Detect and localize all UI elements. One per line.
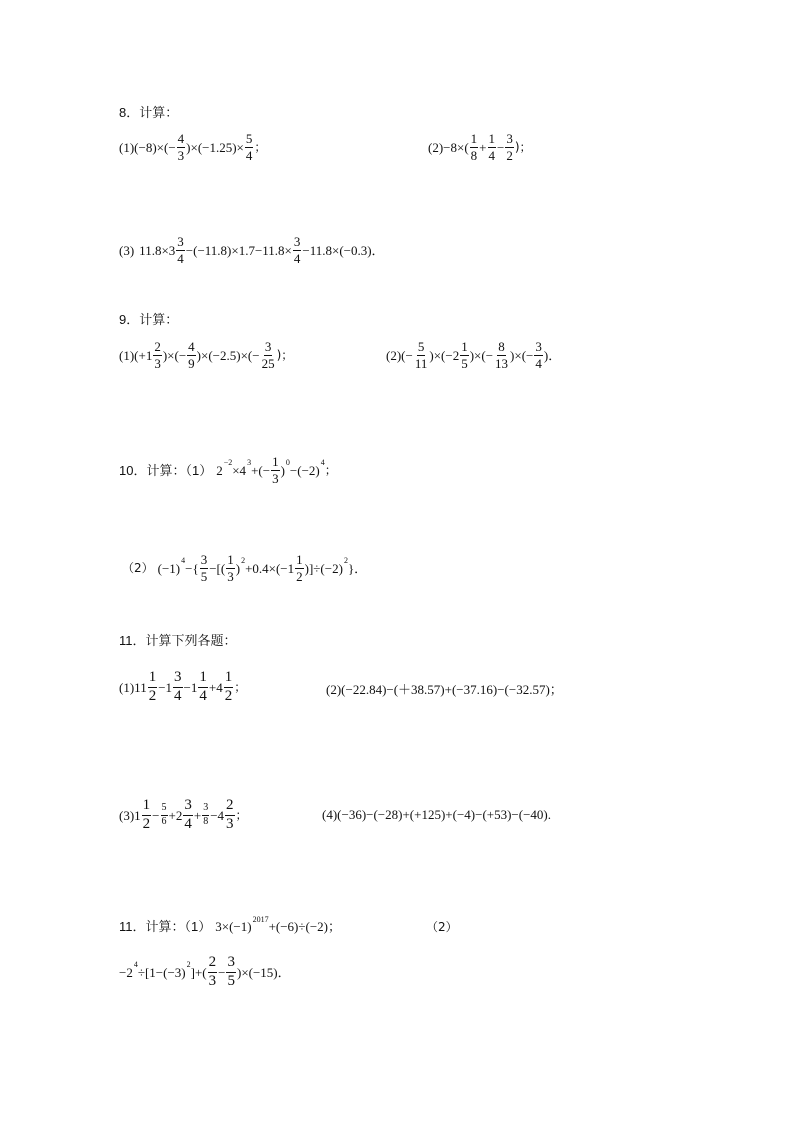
fraction: 2 3 — [154, 339, 161, 371]
part-label: (2) — [386, 347, 402, 363]
part-label: (1) — [119, 679, 135, 695]
part-label: (1) — [119, 347, 135, 363]
expr-text: (−1) — [157, 560, 181, 576]
fraction: 1 2 — [142, 797, 151, 832]
expr-text: −(−2) — [289, 462, 320, 478]
expr-text: 11.8×3 — [139, 242, 176, 258]
expr-text: 1 — [134, 807, 141, 823]
q10-title: 10．计算：（1） — [119, 462, 213, 478]
fraction: 1 2 — [296, 552, 303, 584]
exponent: 2 — [241, 556, 246, 566]
fraction: 1 8 — [470, 131, 478, 163]
expr-text: −1 — [183, 679, 198, 695]
fraction: 3 5 — [200, 552, 208, 584]
expr-text: ) — [280, 462, 285, 478]
q8-part3 — [119, 235, 385, 265]
fraction: $\frac{4}{3}$ — [177, 131, 185, 163]
expr-text: −8×( — [443, 139, 469, 155]
q10-part2 — [122, 553, 367, 583]
q11b-part2-label: （2） — [426, 920, 458, 934]
semicolon: ； — [254, 140, 267, 155]
exponent: 2017 — [252, 914, 269, 924]
fraction: 3 4 — [177, 234, 184, 266]
expr-text: +2 — [168, 807, 183, 823]
fraction: $\frac{5}{4}$ — [245, 131, 253, 163]
expr-text: −1 — [158, 679, 173, 695]
expr-text: ÷[1−(−3) — [137, 964, 186, 980]
expr-end: }． — [347, 560, 368, 576]
expr-end: )； — [514, 140, 532, 155]
fraction: 1 4 — [199, 669, 207, 704]
fraction: $\frac{3}{2}$ — [506, 131, 513, 163]
exponent: 0 — [285, 458, 290, 468]
semicolon: ； — [235, 808, 248, 823]
fraction: $\frac{1}{4}$ — [488, 131, 496, 163]
fraction: $\frac{5}{6}$ — [161, 802, 167, 827]
exponent: 4 — [181, 556, 186, 566]
exponent: 4 — [133, 960, 138, 970]
expr-text: 11 — [134, 679, 147, 695]
expr-text: +(− — [251, 462, 271, 478]
fraction: 2 3 — [226, 797, 234, 832]
expr-text: )×(−2 — [429, 347, 460, 363]
expr-end: )×(−15)． — [236, 964, 291, 980]
part-label: (3) — [119, 242, 135, 258]
fraction: 1 2 — [224, 669, 233, 704]
exponent: 4 — [320, 458, 325, 468]
part-label: (1) — [119, 139, 135, 155]
expr-text: −4 — [210, 807, 225, 823]
q11b-title: 11．计算：（1） — [119, 919, 212, 934]
fraction: 2 3 — [208, 954, 217, 989]
expr-text: )×(− — [510, 347, 534, 363]
fraction: $\frac{5}{11}$ — [414, 339, 428, 371]
fraction: 1 3 — [227, 552, 234, 584]
expr-text: (+1 — [134, 347, 153, 363]
q11a-part1 — [119, 670, 246, 705]
expr-text: −2 — [119, 964, 133, 980]
expr-text: +4 — [208, 679, 223, 695]
expr-text: )×(−2.5)×(− — [196, 347, 260, 363]
part-label: (2) — [428, 139, 444, 155]
expr-text: )]÷(−2) — [304, 560, 343, 576]
semicolon: ； — [324, 463, 337, 478]
q9-part1 — [119, 340, 293, 370]
expr-text: )×(− — [162, 347, 187, 363]
exponent: 3 — [247, 458, 252, 468]
expr-end: )； — [276, 348, 294, 363]
q9-title: 9．计算： — [119, 312, 179, 327]
expr-text: (− — [401, 347, 413, 363]
q8-part1 — [119, 132, 266, 162]
fraction: $\frac{3}{8}$ — [203, 802, 209, 827]
fraction: $\frac{3}{25}$ — [261, 339, 275, 371]
expr-text: +(−6)÷(−2)； — [268, 919, 342, 934]
expr-text: ) — [235, 560, 241, 576]
expr-text: −[( — [209, 560, 226, 576]
fraction: 1 2 — [148, 669, 157, 704]
semicolon: ； — [234, 680, 247, 695]
q11b-part2 — [119, 955, 291, 990]
exponent: 2 — [186, 960, 191, 970]
fraction: $\frac{3}{4}$ — [293, 234, 301, 266]
exponent: 2 — [343, 556, 348, 566]
expr-end: )． — [543, 347, 562, 363]
fraction: $\frac{4}{9}$ — [188, 339, 195, 371]
expr-text: + — [479, 139, 487, 155]
q8-title: 8．计算： — [119, 105, 179, 120]
fraction: $\frac{8}{13}$ — [495, 339, 509, 371]
fraction: $\frac{1}{3}$ — [272, 454, 279, 486]
expr-text: )×(−1.25)× — [186, 139, 244, 155]
expr-text: 2 — [216, 462, 223, 478]
expr-text: − — [497, 139, 505, 155]
q8-part2 — [428, 132, 532, 162]
expr-text: − — [152, 807, 160, 823]
part-label: (3) — [119, 807, 135, 823]
q11a-part2: (2)(−22.84)−(＋38.57)+(−37.16)−(−32.57)； — [326, 682, 563, 697]
expr-text: 3×(−1) — [215, 919, 252, 934]
fraction: 3 4 — [174, 669, 182, 704]
fraction: 1 5 — [461, 339, 468, 371]
part-label: （2） — [122, 561, 154, 576]
expr-text: + — [193, 807, 202, 823]
expr-text: +0.4×(−1 — [245, 560, 295, 576]
fraction: 3 4 — [184, 797, 192, 832]
expr-text: −(−11.8)×1.7−11.8× — [185, 242, 292, 258]
expr-text: )×(− — [469, 347, 494, 363]
q11a-part3 — [119, 798, 248, 833]
expr-text: − — [218, 964, 226, 980]
fraction: $\frac{3}{4}$ — [535, 339, 542, 371]
q11a-title: 11．计算下列各题： — [119, 633, 237, 648]
expr-text: ×4 — [232, 462, 247, 478]
expr-text: −{ — [185, 560, 199, 576]
exponent: −2 — [223, 458, 233, 468]
fraction: $\frac{3}{5}$ — [227, 954, 235, 989]
q11b-part1 — [119, 914, 342, 934]
q9-part2 — [386, 340, 561, 370]
q10-part1 — [119, 455, 337, 485]
expr-text: (−8)×(− — [134, 139, 176, 155]
q11a-part4: (4)(−36)−(−28)+(+125)+(−4)−(+53)−(−40). — [322, 807, 552, 822]
expr-text: ]+( — [190, 964, 207, 980]
expr-text: −11.8×(−0.3)． — [302, 242, 385, 258]
